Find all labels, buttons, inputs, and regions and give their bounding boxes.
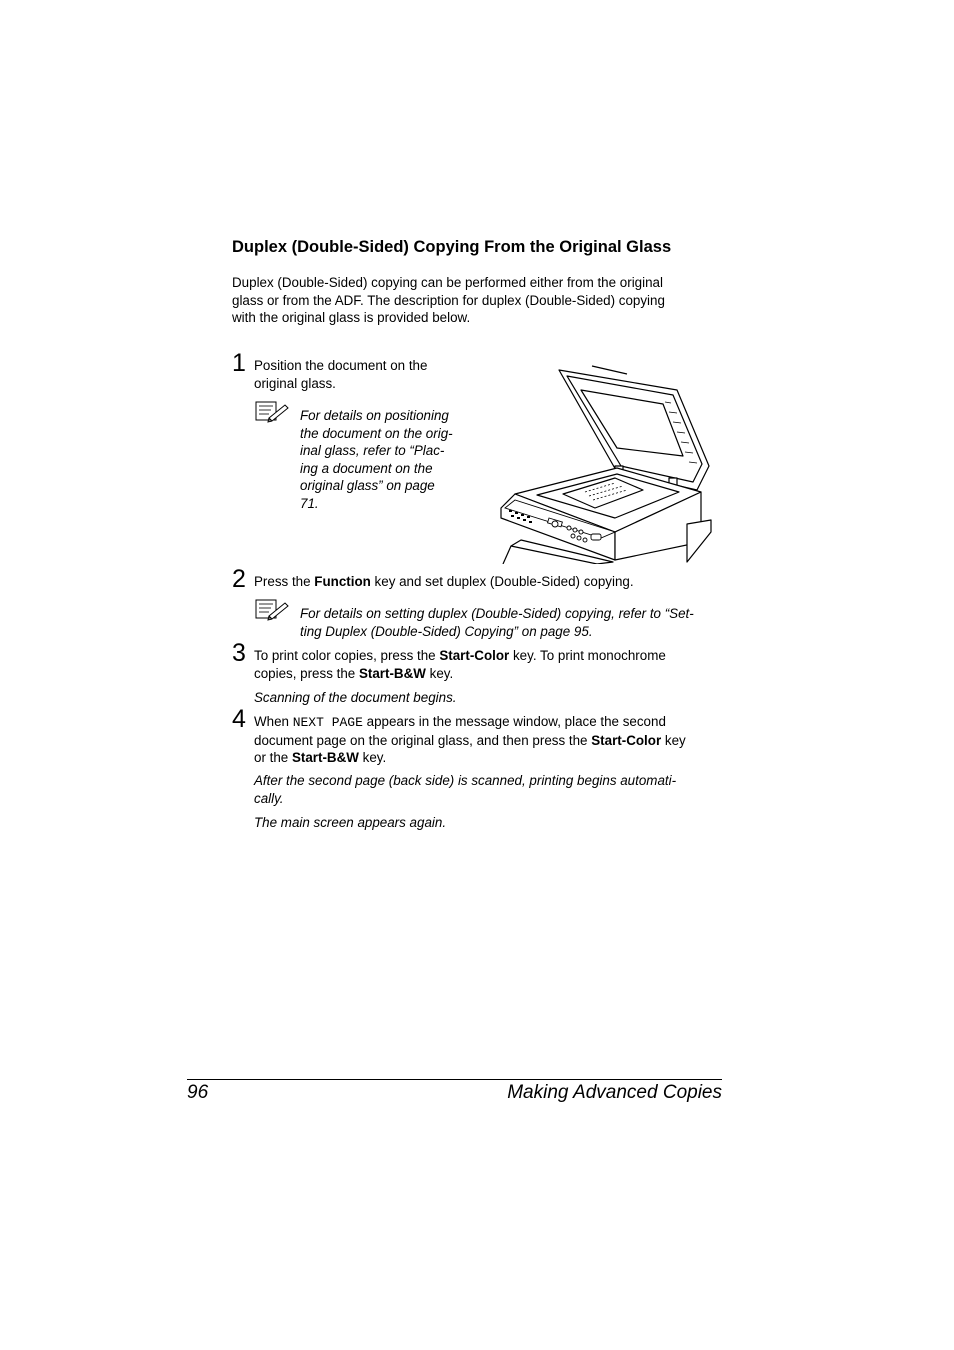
note-line: For details on setting duplex (Double-Sided) copying, refer to “Set- <box>300 606 694 621</box>
note-pencil-icon <box>255 598 289 622</box>
next-page-message: NEXT PAGE <box>292 715 363 730</box>
step-3-l2-post: key. <box>425 665 454 681</box>
step-1-text <box>254 357 427 392</box>
step-3-text <box>254 647 666 682</box>
start-bw-key-label: Start-B&W <box>291 750 359 766</box>
result-line: After the second page (back side) is scanned, printing begins automati- <box>254 773 677 788</box>
step-4-result-2: The main screen appears again. <box>254 815 447 830</box>
note-line: ting Duplex (Double-Sided) Copying” on page 95. <box>300 623 593 639</box>
step-3-l1-pre: To print color copies, press the <box>254 648 440 663</box>
step-2-note <box>300 605 694 640</box>
function-key-label: Function <box>314 574 371 589</box>
step-2-pre: Press the <box>254 574 315 589</box>
note-line: 71. <box>300 495 319 511</box>
step-3-number: 3 <box>232 639 246 667</box>
step-4-result-1 <box>254 772 676 807</box>
step-2-number: 2 <box>232 565 246 593</box>
note-line: ing a document on the <box>300 460 433 476</box>
step-4-l3-pre: or the <box>254 750 292 766</box>
start-color-key-label: Start-Color <box>439 648 510 663</box>
intro-line: glass or from the ADF. The description for duplex (Double-Sided) copying <box>232 292 665 308</box>
step-4-number: 4 <box>232 705 246 733</box>
step-2-text <box>254 573 634 591</box>
step-3-result: Scanning of the document begins. <box>254 690 457 705</box>
step-4-text <box>254 713 686 767</box>
note-line: original glass” on page <box>300 478 435 494</box>
step-4-l1-pre: When <box>254 714 293 729</box>
step-4-l2-post: key <box>661 732 686 748</box>
intro-paragraph <box>232 274 712 327</box>
step-1-line: Position the document on the <box>254 358 428 373</box>
step-4-l3-post: key. <box>358 750 387 766</box>
start-color-key-label: Start-Color <box>591 732 662 748</box>
step-1-line: original glass. <box>254 375 336 391</box>
step-1-note <box>300 407 453 513</box>
note-line: inal glass, refer to “Plac- <box>300 443 445 459</box>
step-3-l2-pre: copies, press the <box>254 665 359 681</box>
note-pencil-icon <box>255 400 289 424</box>
intro-line: Duplex (Double-Sided) copying can be performed either from the original <box>232 275 663 290</box>
step-4-l1-post: appears in the message window, place the second <box>362 714 666 729</box>
note-line: For details on positioning <box>300 408 449 423</box>
step-4-l2-pre: document page on the original glass, and then press the <box>254 732 592 748</box>
intro-line: with the original glass is provided below. <box>232 310 471 326</box>
footer-rule <box>187 1079 722 1080</box>
copier-original-glass-illustration <box>497 362 717 564</box>
step-1-number: 1 <box>232 349 246 377</box>
step-3-l1-post: key. To print monochrome <box>509 648 666 663</box>
start-bw-key-label: Start-B&W <box>358 665 426 681</box>
chapter-title: Making Advanced Copies <box>507 1082 722 1103</box>
section-heading: Duplex (Double-Sided) Copying From the Original Glass <box>232 238 672 256</box>
result-line: cally. <box>254 790 284 806</box>
page-number: 96 <box>187 1082 209 1103</box>
note-line: the document on the orig- <box>300 425 453 441</box>
step-2-post: key and set duplex (Double-Sided) copying. <box>370 574 634 589</box>
